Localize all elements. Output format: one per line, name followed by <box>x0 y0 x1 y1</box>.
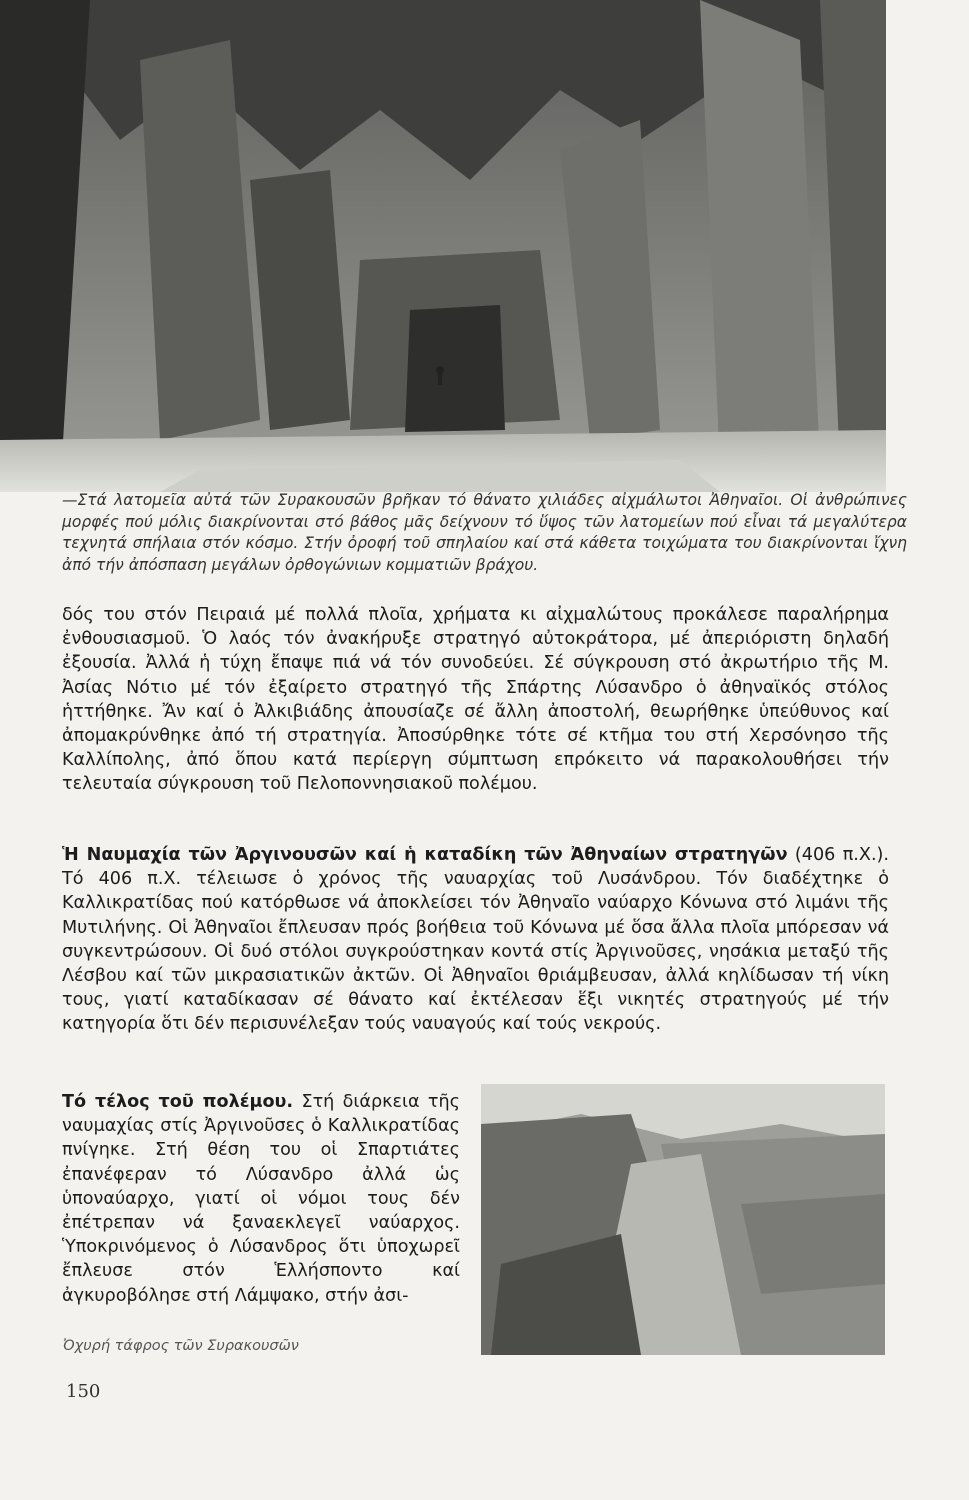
section-heading-end-of-war: Τό τέλος τοῦ πολέμου. <box>62 1092 294 1112</box>
paragraph-alcibiades: δός του στόν Πειραιά μέ πολλά πλοῖα, χρήματα κι αἰχμαλώτους προκάλεσε παραλήρημα ἐνθουσιασμοῦ. Ὁ λαός τόν ἀνακήρυξε στρατηγό αὐτοκράτορα, μέ ἀπεριόριστη δηλαδή ἐξουσία. Ἀλλά ἡ τύχη ἔπαψε πιά νά τόν συνοδεύει. Σέ σύγκρουση στό ἀκρωτήριο τῆς Μ. Ἀσίας Νότιο μέ τόν ἐξαίρετο στρατηγό τῆς Σπάρτης Λύσανδρο ὁ ἀθηναϊκός στόλος ἡττήθηκε. Ἄν καί ὁ Ἀλκιβιάδης ἀπουσίαζε σέ ἄλλη ἀποστολή, θεωρήθηκε ὑπεύθυνος καί ἀπομακρύνθηκε ἀπό τή στρατηγία. Ἀποσύρθηκε τότε σέ κτῆμα του στή Χερσόνησο τῆς Καλλίπολης, ἀπό ὅπου κατά περίεργη σύμπτωση επρόκειτο νά παρακολουθήσει τήν τελευταία σύγκρουση τοῦ Πελοποννησιακοῦ πολέμου. <box>62 605 889 795</box>
quarry-photo-graphic <box>0 0 886 492</box>
section-heading-arginusae: Ἡ Ναυμαχία τῶν Ἀργινουσῶν καί ἡ καταδίκη τῶν Ἀθηναίων στρατηγῶν <box>62 845 788 865</box>
section-body-end-of-war: Στή διάρκεια τῆς ναυμαχίας στίς Ἀργινοῦσες ὁ Καλλικρατίδας πνίγηκε. Στή θέση του οἱ Σπαρτιάτες ἐπανέφεραν τό Λύσανδρο ἀλλά ὡς ὑποναύαρχο, γιατί οἱ νόμοι τους δέν ἐπέτρεπαν νά ξαναεκλεγεῖ ναύαρχος. Ὑποκρινόμενος ὁ Λύσανδρος ὅτι ὑποχωρεῖ ἔπλευσε στόν Ἑλλήσποντο καί ἀγκυροβόλησε στή Λάμψακο, στήν ἀσι- <box>62 1092 460 1306</box>
page-number: 150 <box>66 1381 101 1402</box>
moat-photo-caption: Ὀχυρή τάφρος τῶν Συρακουσῶν <box>63 1338 299 1354</box>
paragraph-arginusae <box>62 843 889 1037</box>
quarry-photo-caption: —Στά λατομεῖα αὐτά τῶν Συρακουσῶν βρῆκαν τό θάνατο χιλιάδες αἰχμάλωτοι Ἀθηναῖοι. Οἱ ἀνθρώπινες μορφές πού μόλις διακρίνονται στό βάθος μᾶς δείχνουν τό ὕψος τῶν λατομείων πού εἶναι τά μεγαλύτερα τεχνητά σπήλαια στόν κόσμο. Στήν ὀροφή τοῦ σπηλαίου καί στά κάθετα τοιχώματα του διακρίνονται ἴχνη ἀπό τήν ἀπόσπαση μεγάλων ὀρθογώνιων κομματιῶν βράχου. <box>62 491 907 574</box>
section-body-arginusae: (406 π.Χ.). Τό 406 π.Χ. τέλειωσε ὁ χρόνος τῆς ναυαρχίας τοῦ Λυσάνδρου. Τόν διαδέχτηκε ὁ Καλλικρατίδας πού κατόρθωσε νά ἀποκλείσει τόν Ἀθηναῖο ναύαρχο Κόνωνα στό λιμάνι τῆς Μυτιλήνης. Οἱ Ἀθηναῖοι ἔπλευσαν πρός βοήθεια τοῦ Κόνωνα μέ ὅσα ἄλλα πλοῖα μπόρεσαν νά συγκεντρώσουν. Οἱ δυό στόλοι συγκρούστηκαν κοντά στίς Ἀργινοῦσες, νησάκια μεταξύ τῆς Λέσβου καί τῶν μικρασιατικῶν ἀκτῶν. Οἱ Ἀθηναῖοι θριάμβευσαν, ἀλλά κηλίδωσαν τή νίκη τους, γιατί καταδίκασαν σέ θάνατο καί ἐκτέλεσαν ἕξι νικητές στρατηγούς μέ τήν κατηγορία ὅτι δέν περισυνέλεξαν τούς ναυαγούς καί τούς νεκρούς. <box>62 845 889 1035</box>
moat-photo <box>481 1084 885 1355</box>
quarry-photo <box>0 0 886 492</box>
paragraph-end-of-war <box>62 1090 460 1308</box>
moat-photo-graphic <box>481 1084 885 1355</box>
